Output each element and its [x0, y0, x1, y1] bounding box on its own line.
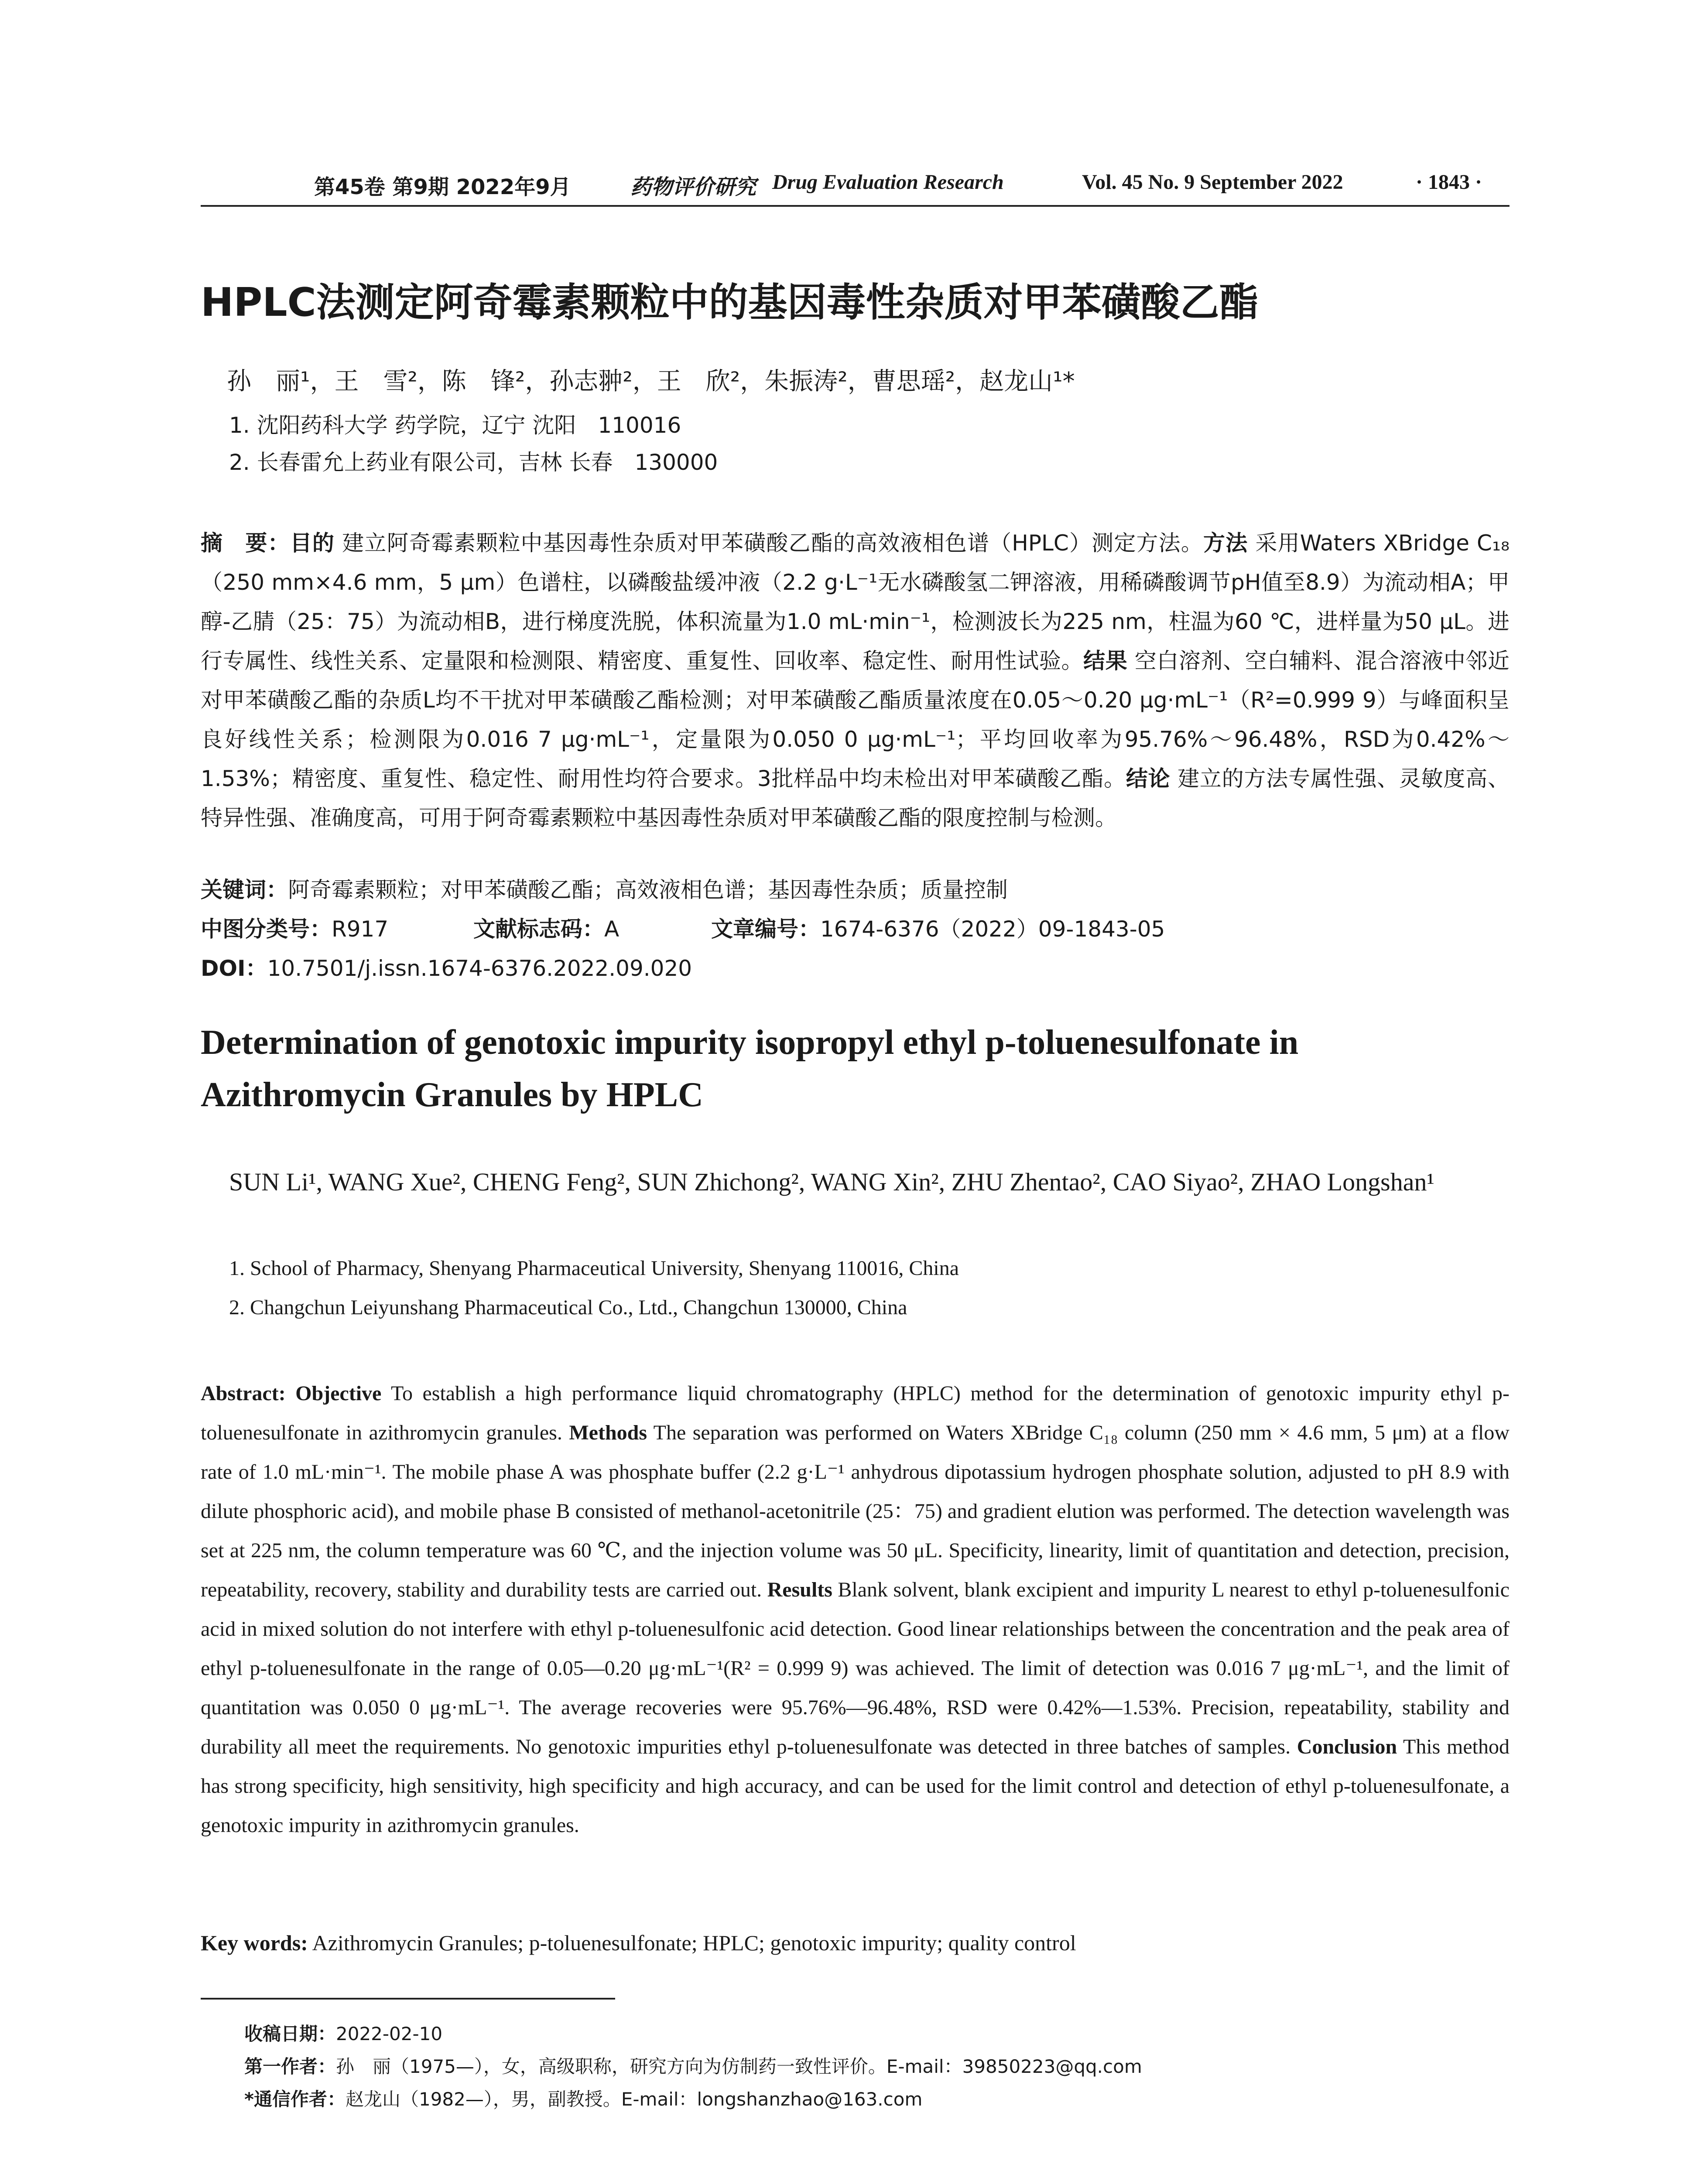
- objective-text-cn: 建立阿奇霉素颗粒中基因毒性杂质对甲苯磺酸乙酯的高效液相色谱（HPLC）测定方法。: [335, 530, 1204, 556]
- objective-text-en: To establish a high performance liquid chromatography (HPLC) method for the determination of genotoxic impurity ethyl p-toluenesulfonate in azithromycin granules.: [201, 1382, 1510, 1444]
- english-title: Determination of genotoxic impurity isopropyl ethyl p-toluenesulfonate in Azithromycin Granules by HPLC: [201, 1023, 1299, 1114]
- abstract-label-cn: 摘 要：: [201, 530, 290, 556]
- keywords-text-cn: 阿奇霉素颗粒；对甲苯磺酸乙酯；高效液相色谱；基因毒性杂质；质量控制: [288, 877, 1008, 902]
- first-author-text: 孙 丽（1975—），女，高级职称，研究方向为仿制药一致性评价。E-mail：39850223@qq.com: [336, 2056, 1142, 2077]
- abstract-label-en: Abstract:: [201, 1382, 286, 1405]
- footnote-rule: [201, 1998, 615, 2000]
- conclusion-label-cn: 结论: [1126, 766, 1171, 791]
- classification-line: [201, 912, 388, 943]
- objective-label-en: Objective: [295, 1382, 382, 1405]
- article-value: 1674-6376（2022）09-1843-05: [820, 916, 1165, 942]
- english-affiliation-2: 2. Changchun Leiyunshang Pharmaceutical Co., Ltd., Changchun 130000, China: [229, 1296, 907, 1319]
- corresponding-label: *通信作者：: [244, 2089, 346, 2110]
- doccode-value: A: [604, 916, 620, 942]
- results-text-cn: 空白溶剂、空白辅料、混合溶液中邻近对甲苯磺酸乙酯的杂质L均不干扰对甲苯磺酸乙酯检测；对甲苯磺酸乙酯质量浓度在0.05～0.20 μg·mL⁻¹（R²=0.999 9）与峰面积呈良好线性关系；检测限为0.016 7 μg·mL⁻¹，定量限为0.050 0 μg·mL⁻¹；平均回收率为95.76%～96.48%，RSD为0.42%～1.53%；精密度、重复性、稳定性、耐用性均符合要求。3批样品中均未检出对甲苯磺酸乙酯。: [201, 648, 1509, 791]
- doi-label: DOI：: [201, 956, 267, 981]
- chinese-authors: 孙 丽¹，王 雪²，陈 锋²，孙志翀²，王 欣²，朱振涛²，曹思瑶²，赵龙山¹*: [227, 367, 1075, 396]
- chinese-affiliation-1: 1. 沈阳药科大学 药学院，辽宁 沈阳 110016: [229, 413, 681, 438]
- results-label-en: Results: [767, 1578, 832, 1601]
- conclusion-label-en: Conclusion: [1297, 1735, 1397, 1758]
- english-authors: SUN Li¹, WANG Xue², CHENG Feng², SUN Zhichong², WANG Xin², ZHU Zhentao², CAO Siyao², ZHAO Longshan¹: [229, 1168, 1434, 1196]
- clc-label: 中图分类号：: [201, 916, 332, 942]
- received-label: 收稿日期：: [244, 2023, 336, 2044]
- english-keywords: [201, 1930, 1076, 1955]
- chinese-abstract: [201, 523, 1509, 838]
- objective-label-cn: 目的: [290, 530, 335, 556]
- header-rule: [201, 205, 1509, 207]
- journal-logo: 药物评价研究: [630, 175, 756, 199]
- chinese-keywords: [201, 872, 1008, 904]
- methods-label-en: Methods: [569, 1421, 647, 1444]
- header-volume-en: Vol. 45 No. 9 September 2022: [1082, 171, 1343, 194]
- footnote-corresponding: [244, 2085, 922, 2111]
- methods-label-cn: 方法: [1203, 530, 1248, 556]
- english-affiliation-1: 1. School of Pharmacy, Shenyang Pharmaceutical University, Shenyang 110016, China: [229, 1257, 959, 1280]
- methods-text-en: The separation was performed on Waters XBridge C₁₈ column (250 mm × 4.6 mm, 5 μm) at a flow rate of 1.0 mL·min⁻¹. The mobile phase A was phosphate buffer (2.2 g·L⁻¹ anhydrous dipotassium hydrogen phosphate solution, adjusted to pH 8.9 with dilute phosphoric acid), and mobile phase B consisted of methanol-acetonitrile (25：75) and gradient elution was performed. The detection wavelength was set at 225 nm, the column temperature was 60 ℃, and the injection volume was 50 μL. Specificity, linearity, limit of quantitation and detection, precision, repeatability, recovery, stability and durability tests are carried out.: [201, 1421, 1510, 1601]
- footnote-received: [244, 2020, 442, 2046]
- results-text-en: Blank solvent, blank excipient and impurity L nearest to ethyl p-toluenesulfonic acid in mixed solution do not interfere with ethyl p-toluenesulfonic acid detection. Good linear relationships between the concentration and the peak area of ethyl p-toluenesulfonate in the range of 0.05—0.20 μg·mL⁻¹(R² = 0.999 9) was achieved. The limit of detection was 0.016 7 μg·mL⁻¹, and the limit of quantitation was 0.050 0 μg·mL⁻¹. The average recoveries were 95.76%—96.48%, RSD were 0.42%—1.53%. Precision, repeatability, stability and durability all meet the requirements. No genotoxic impurities ethyl p-toluenesulfonate was detected in three batches of samples.: [201, 1578, 1509, 1758]
- running-header: [201, 170, 1509, 199]
- article-number: [711, 912, 1165, 943]
- conclusion-text-cn: 建立的方法专属性强、灵敏度高、特异性强、准确度高，可用于阿奇霉素颗粒中基因毒性杂质对甲苯磺酸乙酯的限度控制与检测。: [201, 766, 1509, 831]
- results-label-cn: 结果: [1083, 648, 1128, 673]
- footnote-first-author: [244, 2052, 1142, 2078]
- keywords-label-cn: 关键词：: [201, 877, 288, 902]
- english-abstract: [201, 1374, 1509, 1845]
- page-number: · 1843 ·: [1416, 171, 1482, 194]
- header-journal-en: Drug Evaluation Research: [772, 171, 1004, 194]
- methods-text-cn: 采用Waters XBridge C₁₈（250 mm×4.6 mm，5 μm）色谱柱，以磷酸盐缓冲液（2.2 g·L⁻¹无水磷酸氢二钾溶液，用稀磷酸调节pH值至8.9）为流动相A；甲醇-乙腈（25：75）为流动相B，进行梯度洗脱，体积流量为1.0 mL·min⁻¹，检测波长为225 nm，柱温为60 ℃，进样量为50 μL。进行专属性、线性关系、定量限和检测限、精密度、重复性、回收率、稳定性、耐用性试验。: [201, 530, 1510, 673]
- doi-line: [201, 951, 692, 982]
- corresponding-text: 赵龙山（1982—），男，副教授。E-mail：longshanzhao@163.com: [345, 2089, 923, 2110]
- keywords-text-en: Azithromycin Granules; p-toluenesulfonate; HPLC; genotoxic impurity; quality control: [308, 1931, 1076, 1955]
- doi-value: 10.7501/j.issn.1674-6376.2022.09.020: [267, 956, 692, 981]
- keywords-label-en: Key words:: [201, 1931, 308, 1955]
- clc-value: R917: [332, 916, 389, 942]
- received-date: 2022-02-10: [336, 2023, 443, 2044]
- chinese-title: HPLC法测定阿奇霉素颗粒中的基因毒性杂质对甲苯磺酸乙酯: [201, 280, 1259, 325]
- header-volume-cn: 第45卷 第9期 2022年9月: [314, 175, 571, 199]
- first-author-label: 第一作者：: [244, 2056, 336, 2077]
- article-label: 文章编号：: [711, 916, 820, 942]
- doc-code: [473, 912, 619, 943]
- doccode-label: 文献标志码：: [473, 916, 604, 942]
- conclusion-text-en: This method has strong specificity, high sensitivity, high specificity and high accuracy, and can be used for the limit control and detection of ethyl p-toluenesulfonate, a genotoxic impurity in azithromycin granules.: [201, 1735, 1510, 1837]
- chinese-affiliation-2: 2. 长春雷允上药业有限公司，吉林 长春 130000: [229, 450, 718, 475]
